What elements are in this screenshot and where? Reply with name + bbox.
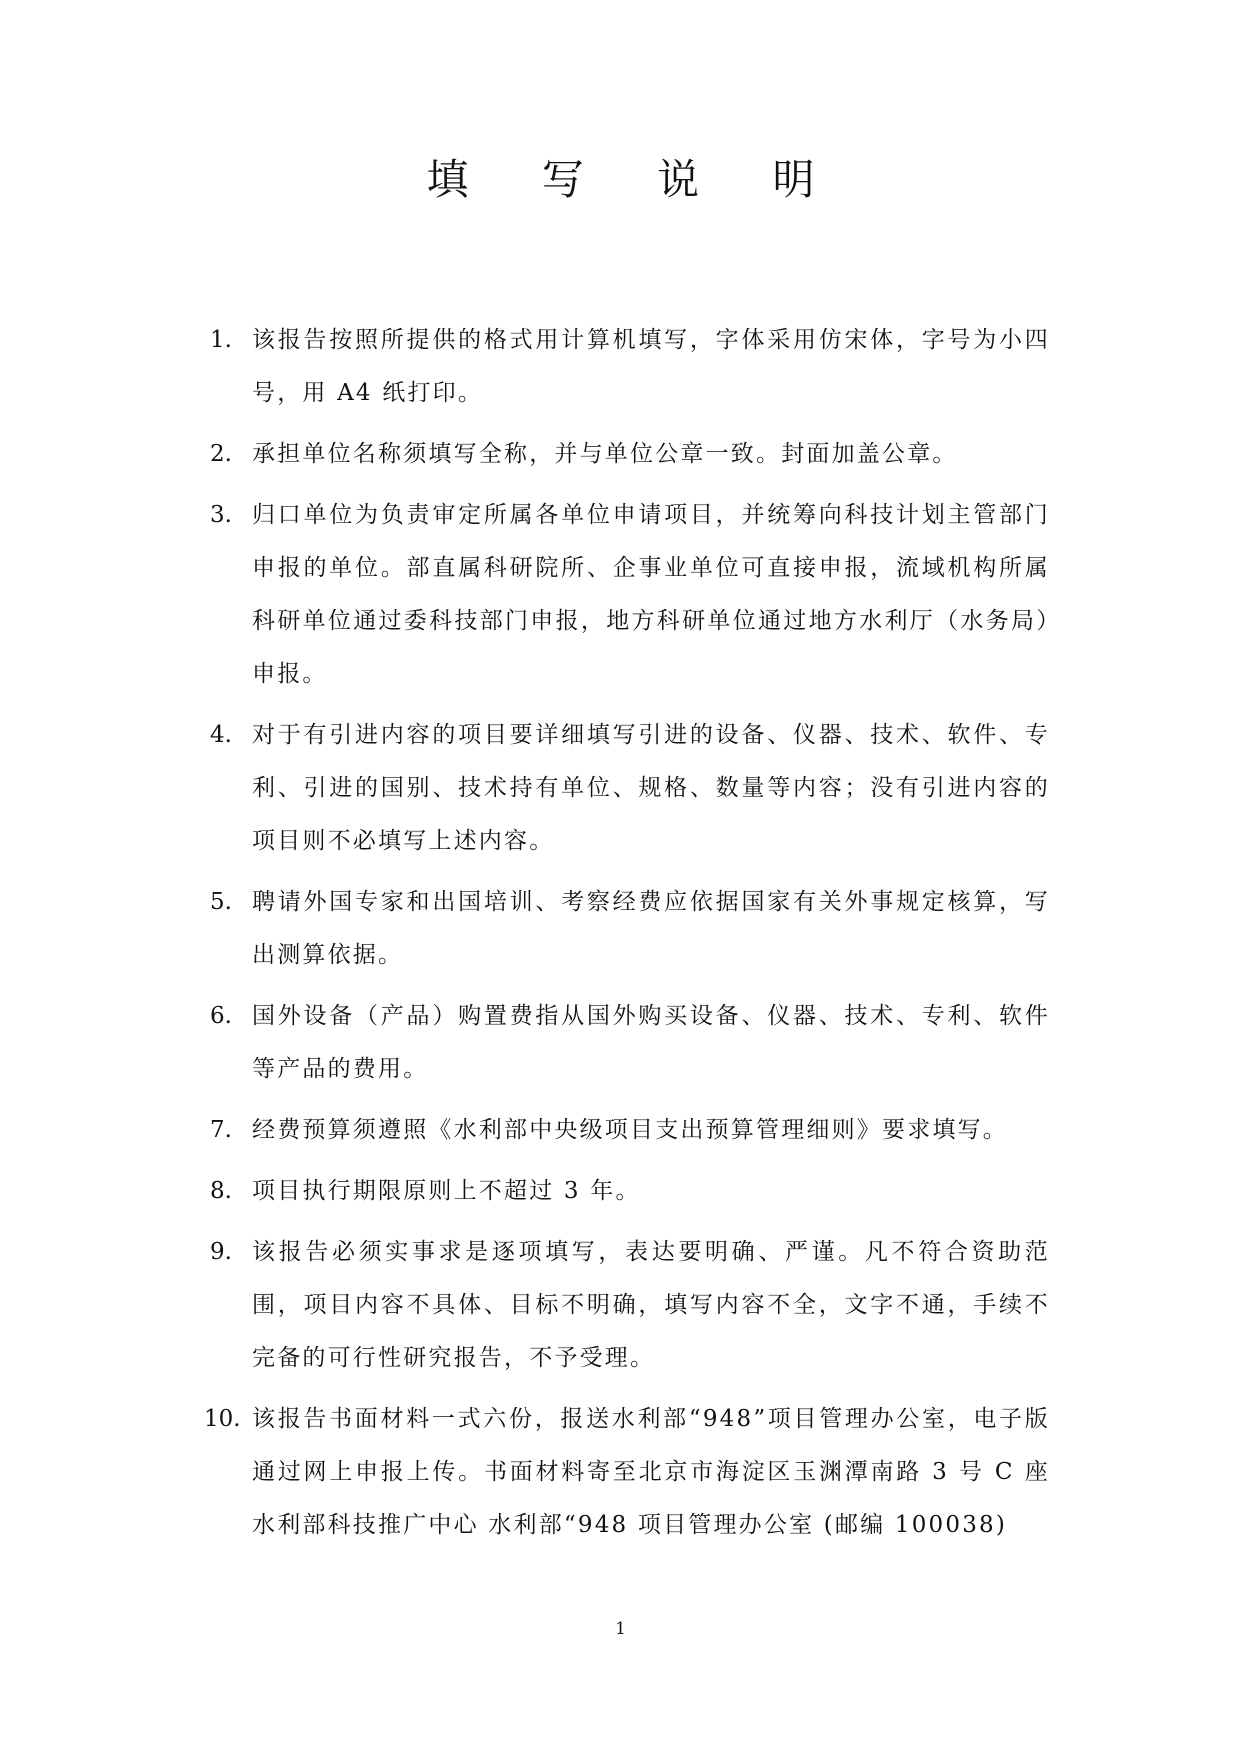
list-item (210, 876, 1050, 982)
page-number: 1 (615, 1619, 626, 1639)
item-text: 经费预算须遵照《水利部中央级项目支出预算管理细则》要求填写。 (252, 1117, 1008, 1143)
item-number: 3. (210, 502, 232, 528)
item-text: 对于有引进内容的项目要详细填写引进的设备、仪器、技术、软件、专利、引进的国别、技术持有单位、规格、数量等内容；没有引进内容的项目则不必填写上述内容。 (252, 722, 1050, 854)
item-number: 5. (210, 889, 232, 915)
item-number: 6. (210, 1003, 232, 1029)
item-number: 7. (210, 1117, 232, 1143)
item-text: 该报告按照所提供的格式用计算机填写，字体采用仿宋体，字号为小四号，用 A4 纸打印。 (252, 327, 1050, 406)
item-text: 该报告必须实事求是逐项填写，表达要明确、严谨。凡不符合资助范围，项目内容不具体、目标不明确，填写内容不全，文字不通，手续不完备的可行性研究报告，不予受理。 (252, 1239, 1050, 1371)
item-number: 8. (210, 1178, 232, 1204)
item-text: 该报告书面材料一式六份，报送水利部“948”项目管理办公室，电子版通过网上申报上传。书面材料寄至北京市海淀区玉渊潭南路 3 号 C 座 水利部科技推广中心 水利部“948 项目管理办公室 (邮编 100038) (252, 1406, 1050, 1538)
page-title: 填 写 说 明 (426, 155, 845, 204)
list-item (204, 1393, 1050, 1552)
item-text: 项目执行期限原则上不超过 3 年。 (252, 1178, 641, 1204)
item-text: 承担单位名称须填写全称，并与单位公章一致。封面加盖公章。 (252, 441, 958, 467)
list-item (210, 1104, 1050, 1157)
list-item (210, 489, 1050, 701)
list-item (210, 1226, 1050, 1385)
item-text: 聘请外国专家和出国培训、考察经费应依据国家有关外事规定核算，写出测算依据。 (252, 889, 1050, 968)
list-item (210, 314, 1050, 420)
list-item (210, 428, 1050, 481)
item-number: 1. (210, 327, 232, 353)
item-number: 10. (204, 1406, 241, 1432)
list-item (210, 709, 1050, 868)
item-text: 国外设备（产品）购置费指从国外购买设备、仪器、技术、专利、软件等产品的费用。 (252, 1003, 1050, 1082)
item-number: 9. (210, 1239, 232, 1265)
instruction-list (204, 314, 1050, 1560)
item-number: 2. (210, 441, 232, 467)
item-text: 归口单位为负责审定所属各单位申请项目，并统筹向科技计划主管部门申报的单位。部直属科研院所、企事业单位可直接申报，流域机构所属科研单位通过委科技部门申报，地方科研单位通过地方水利厅（水务局）申报。 (252, 502, 1050, 687)
list-item (210, 1165, 1050, 1218)
item-number: 4. (210, 722, 232, 748)
list-item (210, 990, 1050, 1096)
